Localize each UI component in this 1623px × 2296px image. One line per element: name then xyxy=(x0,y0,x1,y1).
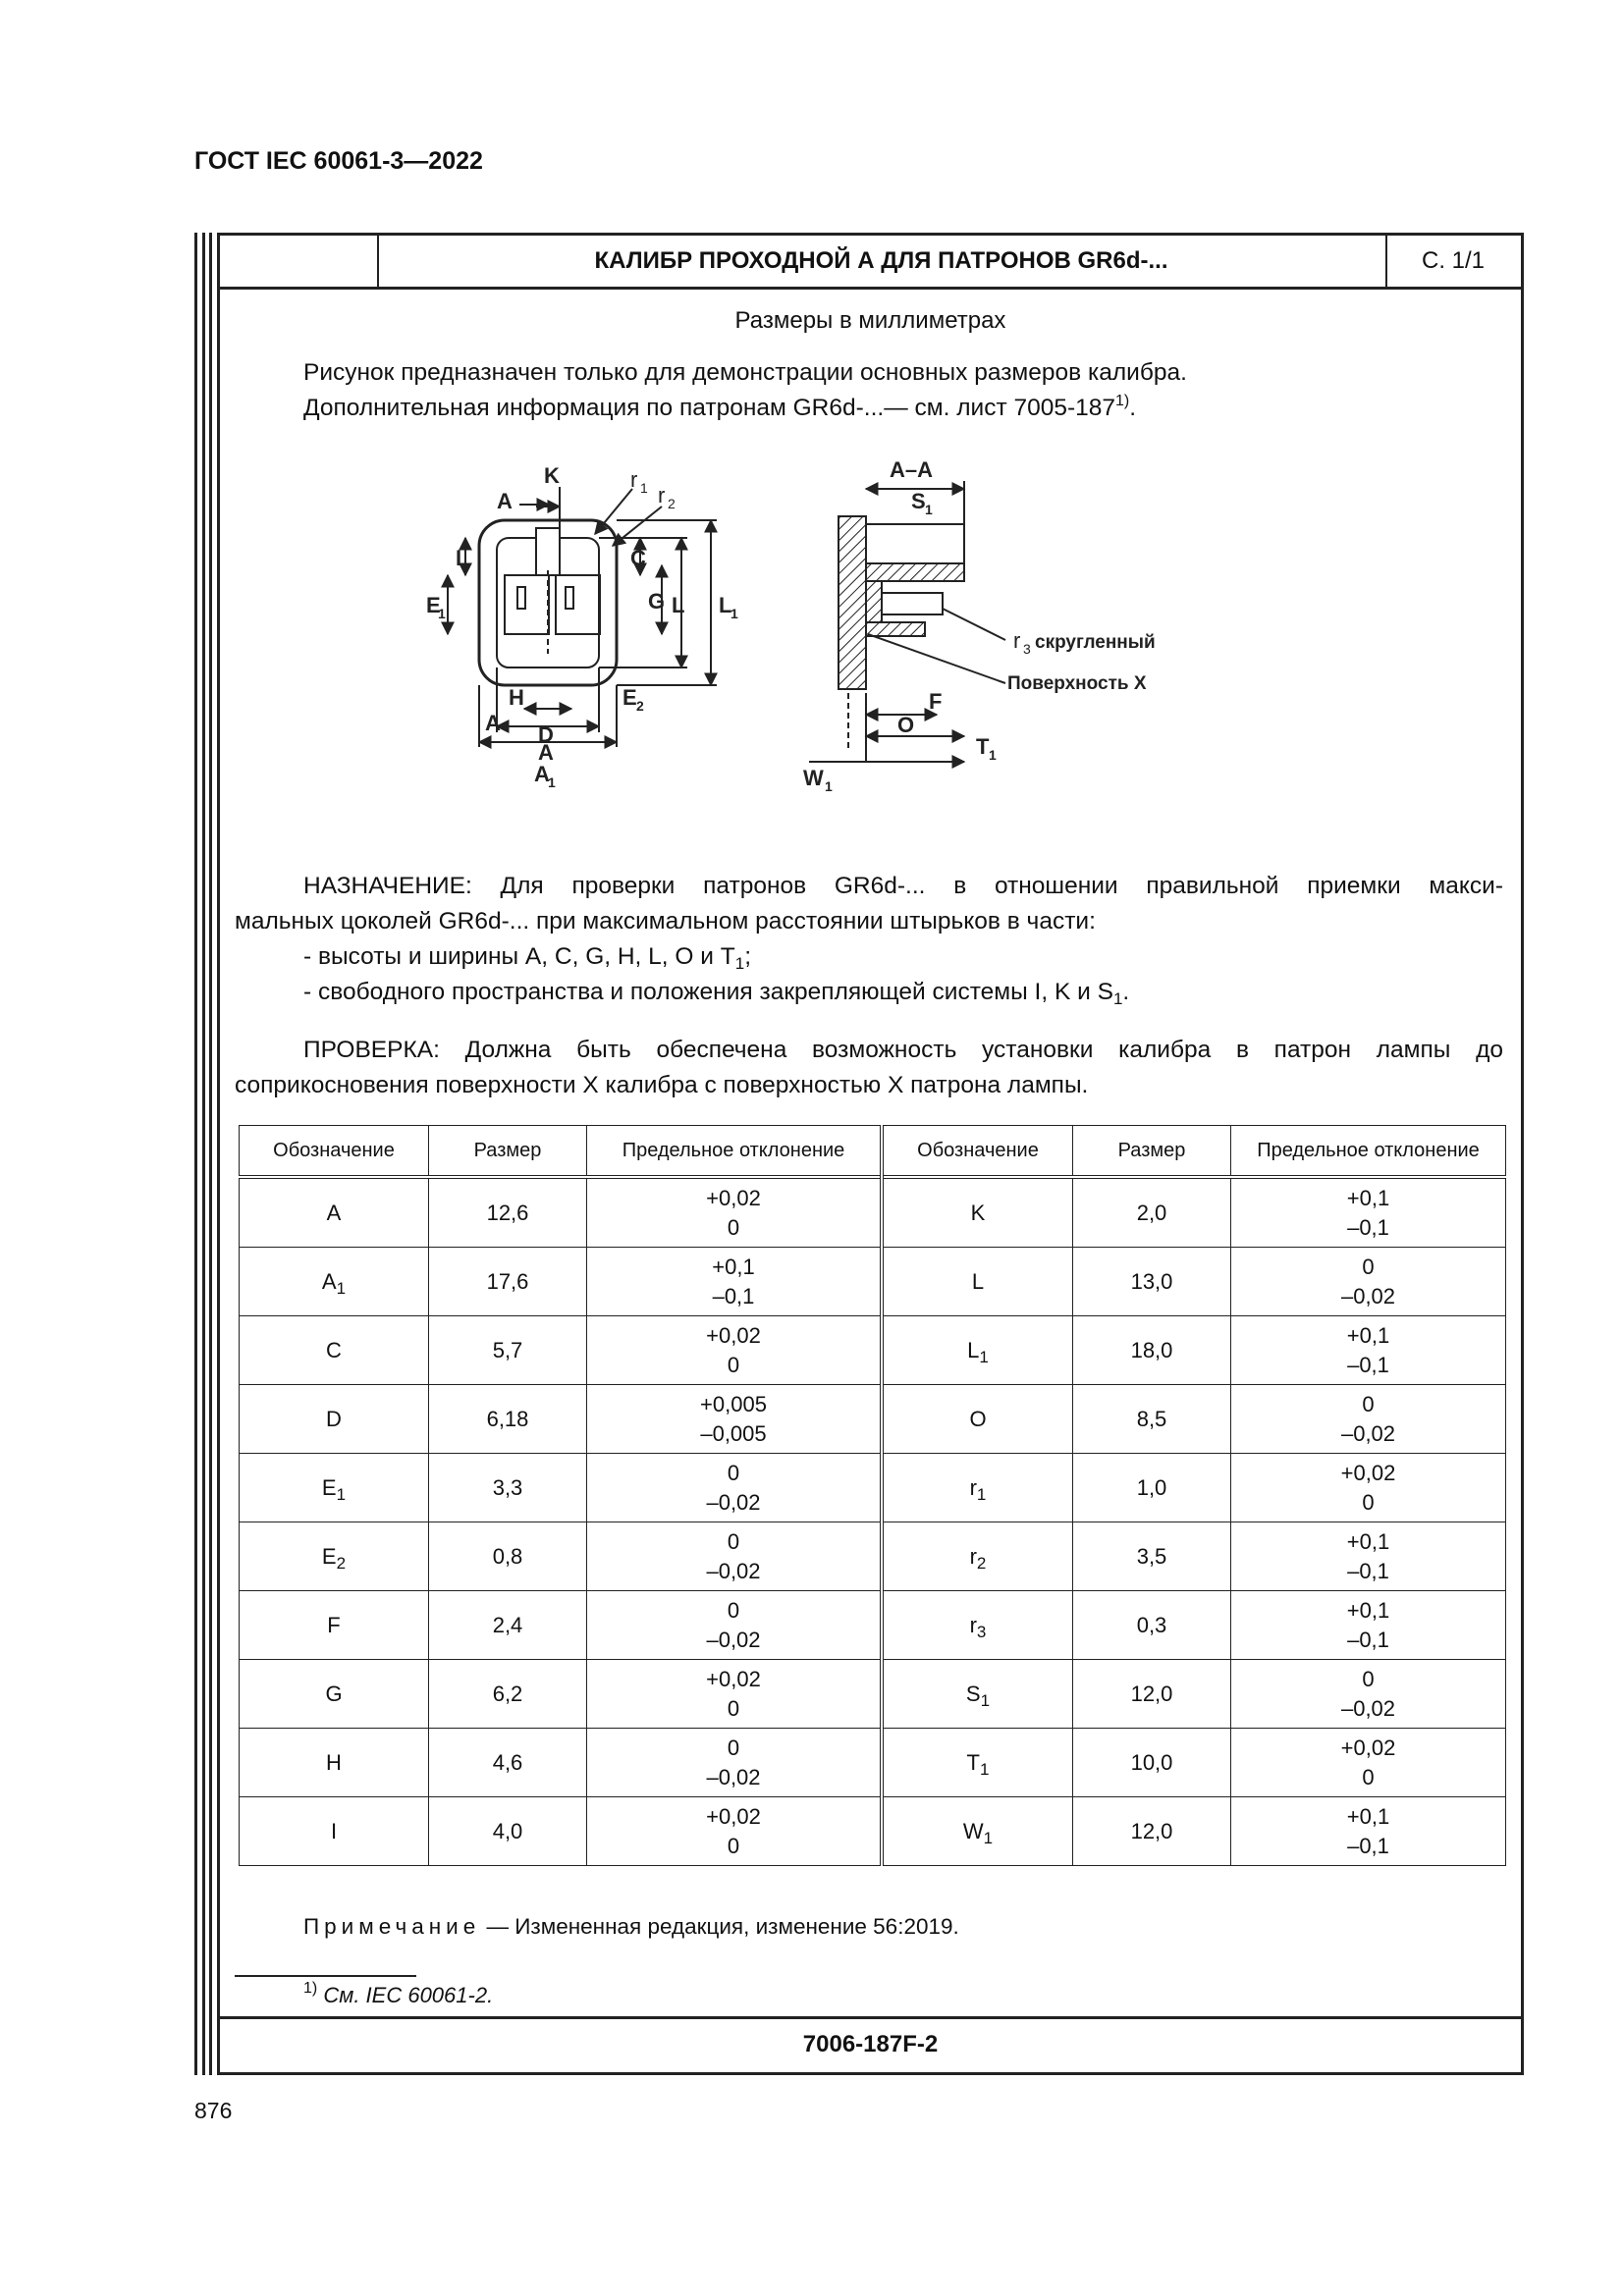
symbol-cell: F xyxy=(240,1591,429,1660)
svg-text:C: C xyxy=(630,546,646,570)
tolerance-upper: 0 xyxy=(1362,1391,1375,1416)
symbol-cell: K xyxy=(882,1177,1073,1248)
tolerance-lower: –0,1 xyxy=(1347,1833,1389,1858)
tolerance-upper: +0,1 xyxy=(1346,1322,1390,1348)
tolerance-cell xyxy=(1231,1316,1506,1385)
size-cell: 4,6 xyxy=(429,1729,587,1797)
svg-text:W: W xyxy=(803,766,824,790)
symbol-cell: $S_1$ xyxy=(882,1660,1073,1729)
svg-text:D: D xyxy=(538,722,554,747)
svg-text:O: O xyxy=(897,713,915,737)
standard-sheet-frame xyxy=(217,233,1524,2075)
tolerance-lower: 0 xyxy=(1362,1489,1375,1515)
svg-text:A: A xyxy=(485,711,501,735)
symbol-cell: I xyxy=(240,1797,429,1866)
size-cell: 4,0 xyxy=(429,1797,587,1866)
svg-text:1: 1 xyxy=(438,606,446,621)
tolerance-upper: +0,1 xyxy=(1346,1528,1390,1554)
svg-text:r: r xyxy=(630,467,638,492)
symbol-cell: $L_1$ xyxy=(882,1316,1073,1385)
column-header: Размер xyxy=(1073,1126,1231,1178)
column-header: Размер xyxy=(429,1126,587,1178)
size-cell: 13,0 xyxy=(1073,1248,1231,1316)
units-caption: Размеры в миллиметрах xyxy=(734,307,1006,334)
purpose-bullet: - высоты и ширины A, C, G, H, L, O и $T_1$; xyxy=(303,943,752,973)
document-header: ГОСТ IEC 60061-3—2022 xyxy=(194,147,483,175)
tolerance-upper: +0,1 xyxy=(1346,1185,1390,1210)
table-row xyxy=(240,1454,1506,1522)
svg-text:L: L xyxy=(672,593,685,617)
tolerance-lower: –0,1 xyxy=(1347,1558,1389,1583)
tolerance-lower: –0,02 xyxy=(1340,1695,1396,1721)
symbol-cell: $r_2$ xyxy=(882,1522,1073,1591)
tolerance-cell xyxy=(1231,1385,1506,1454)
tolerance-cell xyxy=(587,1797,883,1866)
table-row xyxy=(240,1591,1506,1660)
svg-text:3: 3 xyxy=(1023,641,1031,657)
tolerance-lower: 0 xyxy=(1362,1764,1375,1789)
column-header: Предельное отклонение xyxy=(1231,1126,1506,1178)
tolerance-lower: –0,02 xyxy=(706,1627,761,1652)
table-row xyxy=(240,1797,1506,1866)
svg-text:Поверхность X: Поверхность X xyxy=(1007,673,1147,694)
check-line: ПРОВЕРКА: Должна быть обеспечена возможность установки калибра в патрон лампы до xyxy=(303,1037,1503,1063)
purpose-paragraph xyxy=(235,869,1503,1010)
tolerance-cell xyxy=(587,1454,883,1522)
table-row xyxy=(240,1385,1506,1454)
tolerance-upper: +0,02 xyxy=(706,1185,761,1210)
size-cell: 10,0 xyxy=(1073,1729,1231,1797)
tolerance-upper: +0,1 xyxy=(712,1254,755,1279)
tolerance-upper: 0 xyxy=(727,1597,740,1623)
table-row xyxy=(240,1729,1506,1797)
tolerance-upper: +0,02 xyxy=(1340,1460,1396,1485)
tolerance-cell xyxy=(587,1729,883,1797)
svg-text:E: E xyxy=(426,593,441,617)
tolerance-lower: –0,1 xyxy=(1347,1627,1389,1652)
tolerance-upper: +0,1 xyxy=(1346,1803,1390,1829)
svg-text:скругленный: скругленный xyxy=(1035,632,1156,653)
svg-text:2: 2 xyxy=(636,698,644,714)
tolerance-lower: –0,02 xyxy=(706,1489,761,1515)
size-cell: 12,6 xyxy=(429,1177,587,1248)
table-row xyxy=(240,1522,1506,1591)
size-cell: 0,8 xyxy=(429,1522,587,1591)
symbol-cell: C xyxy=(240,1316,429,1385)
symbol-cell: A xyxy=(240,1177,429,1248)
symbol-cell: $A_1$ xyxy=(240,1248,429,1316)
sheet-title: КАЛИБР ПРОХОДНОЙ А ДЛЯ ПАТРОНОВ GR6d-... xyxy=(377,236,1387,287)
tolerance-upper: 0 xyxy=(1362,1254,1375,1279)
tolerance-cell xyxy=(587,1591,883,1660)
tolerance-cell xyxy=(587,1385,883,1454)
tolerance-lower: –0,02 xyxy=(1340,1283,1396,1308)
tolerance-upper: 0 xyxy=(1362,1666,1375,1691)
gauge-drawing xyxy=(387,448,1595,870)
svg-text:L: L xyxy=(719,593,732,617)
tolerance-lower: –0,1 xyxy=(1347,1214,1389,1240)
intro-line: Дополнительная информация по патронам GR6d-...— см. лист 7005-187$^{1)}$. xyxy=(303,393,1137,421)
symbol-cell: $E_1$ xyxy=(240,1454,429,1522)
tolerance-lower: –0,1 xyxy=(1347,1352,1389,1377)
tolerance-cell xyxy=(587,1316,883,1385)
tolerance-cell xyxy=(1231,1177,1506,1248)
size-cell: 3,3 xyxy=(429,1454,587,1522)
tolerance-cell xyxy=(1231,1797,1506,1866)
symbol-cell: L xyxy=(882,1248,1073,1316)
svg-text:G: G xyxy=(648,589,666,614)
table-header-row xyxy=(240,1126,1506,1178)
symbol-cell: $W_1$ xyxy=(882,1797,1073,1866)
purpose-bullet: - свободного пространства и положения закрепляющей системы I, K и $S_1$. xyxy=(303,979,1130,1008)
size-cell: 5,7 xyxy=(429,1316,587,1385)
tolerance-cell xyxy=(1231,1591,1506,1660)
note-label: Примечание xyxy=(303,1914,481,1939)
purpose-line: НАЗНАЧЕНИЕ: Для проверки патронов GR6d-... в отношении правильной приемки макси- xyxy=(303,873,1503,899)
svg-text:r: r xyxy=(1013,628,1021,653)
size-cell: 1,0 xyxy=(1073,1454,1231,1522)
svg-text:1: 1 xyxy=(730,606,738,621)
tolerance-upper: +0,02 xyxy=(706,1803,761,1829)
tolerance-upper: 0 xyxy=(727,1735,740,1760)
tolerance-cell xyxy=(1231,1729,1506,1797)
symbol-cell: H xyxy=(240,1729,429,1797)
intro-line: Рисунок предназначен только для демонстрации основных размеров калибра. xyxy=(303,359,1187,386)
size-cell: 0,3 xyxy=(1073,1591,1231,1660)
size-cell: 6,18 xyxy=(429,1385,587,1454)
table-row xyxy=(240,1177,1506,1248)
intro-paragraph xyxy=(303,355,1187,426)
svg-text:H: H xyxy=(509,685,524,710)
note xyxy=(303,1914,959,1940)
svg-text:T: T xyxy=(976,734,990,759)
size-cell: 2,4 xyxy=(429,1591,587,1660)
size-cell: 3,5 xyxy=(1073,1522,1231,1591)
symbol-cell: D xyxy=(240,1385,429,1454)
check-paragraph xyxy=(235,1033,1503,1103)
tolerance-cell xyxy=(587,1660,883,1729)
symbol-cell: $T_1$ xyxy=(882,1729,1073,1797)
tolerance-lower: –0,02 xyxy=(706,1558,761,1583)
tolerance-cell xyxy=(1231,1522,1506,1591)
svg-text:1: 1 xyxy=(925,502,933,517)
size-cell: 12,0 xyxy=(1073,1797,1231,1866)
svg-text:1: 1 xyxy=(989,747,997,763)
size-cell: 2,0 xyxy=(1073,1177,1231,1248)
size-cell: 8,5 xyxy=(1073,1385,1231,1454)
svg-text:r: r xyxy=(658,483,666,507)
size-cell: 17,6 xyxy=(429,1248,587,1316)
table-row xyxy=(240,1316,1506,1385)
tolerance-lower: –0,02 xyxy=(706,1764,761,1789)
svg-text:F: F xyxy=(929,689,943,714)
tolerance-upper: +0,1 xyxy=(1346,1597,1390,1623)
column-header: Предельное отклонение xyxy=(587,1126,883,1178)
svg-text:A–A: A–A xyxy=(890,457,934,482)
tolerance-upper: +0,02 xyxy=(706,1322,761,1348)
svg-text:I: I xyxy=(456,546,462,570)
table-row xyxy=(240,1248,1506,1316)
tolerance-upper: 0 xyxy=(727,1528,740,1554)
check-line: соприкосновения поверхности X калибра с поверхностью X патрона лампы. xyxy=(235,1072,1089,1098)
column-header: Обозначение xyxy=(882,1126,1073,1178)
size-cell: 18,0 xyxy=(1073,1316,1231,1385)
tolerance-lower: 0 xyxy=(727,1352,740,1377)
table-row xyxy=(240,1660,1506,1729)
binding-line xyxy=(209,233,212,2075)
page-number: 876 xyxy=(194,2098,233,2123)
note-text: — Измененная редакция, изменение 56:2019. xyxy=(480,1914,959,1939)
svg-text:2: 2 xyxy=(668,496,676,511)
binding-line xyxy=(194,233,197,2075)
purpose-line: мальных цоколей GR6d-... при максимальном расстоянии штырьков в части: xyxy=(235,908,1096,934)
tolerance-lower: –0,1 xyxy=(712,1283,755,1308)
tolerance-upper: +0,02 xyxy=(1340,1735,1396,1760)
sheet-page-label: С. 1/1 xyxy=(1421,247,1486,274)
svg-text:A: A xyxy=(538,740,554,765)
tolerance-upper: 0 xyxy=(727,1460,740,1485)
size-cell: 6,2 xyxy=(429,1660,587,1729)
symbol-cell: O xyxy=(882,1385,1073,1454)
svg-text:A: A xyxy=(497,489,513,513)
symbol-cell: $r_3$ xyxy=(882,1591,1073,1660)
svg-text:1: 1 xyxy=(825,778,833,794)
svg-text:K: K xyxy=(544,463,560,488)
svg-text:A: A xyxy=(534,762,550,786)
footnote: $^{1)}$ См. IEC 60061-2. xyxy=(303,1980,494,2007)
size-cell: 12,0 xyxy=(1073,1660,1231,1729)
tolerance-lower: 0 xyxy=(727,1695,740,1721)
svg-text:1: 1 xyxy=(640,480,648,496)
title-empty-cell xyxy=(220,236,379,287)
svg-text:E: E xyxy=(622,685,637,710)
dimensions-table xyxy=(239,1125,1506,1866)
tolerance-lower: 0 xyxy=(727,1214,740,1240)
sheet-title-row xyxy=(220,236,1521,290)
tolerance-cell xyxy=(587,1522,883,1591)
tolerance-upper: +0,005 xyxy=(700,1391,767,1416)
tolerance-cell xyxy=(1231,1454,1506,1522)
column-header: Обозначение xyxy=(240,1126,429,1178)
tolerance-cell xyxy=(1231,1660,1506,1729)
footnote-separator xyxy=(235,1975,416,1977)
table-body xyxy=(240,1177,1506,1866)
sheet-code: 7006-187F-2 xyxy=(220,2016,1521,2072)
tolerance-upper: +0,02 xyxy=(706,1666,761,1691)
tolerance-lower: –0,005 xyxy=(700,1420,767,1446)
symbol-cell: $E_2$ xyxy=(240,1522,429,1591)
tolerance-cell xyxy=(1231,1248,1506,1316)
tolerance-lower: 0 xyxy=(727,1833,740,1858)
tolerance-cell xyxy=(587,1177,883,1248)
symbol-cell: G xyxy=(240,1660,429,1729)
svg-text:1: 1 xyxy=(548,774,556,790)
tolerance-cell xyxy=(587,1248,883,1316)
binding-line xyxy=(202,233,205,2075)
tolerance-lower: –0,02 xyxy=(1340,1420,1396,1446)
svg-text:S: S xyxy=(911,489,926,513)
symbol-cell: $r_1$ xyxy=(882,1454,1073,1522)
